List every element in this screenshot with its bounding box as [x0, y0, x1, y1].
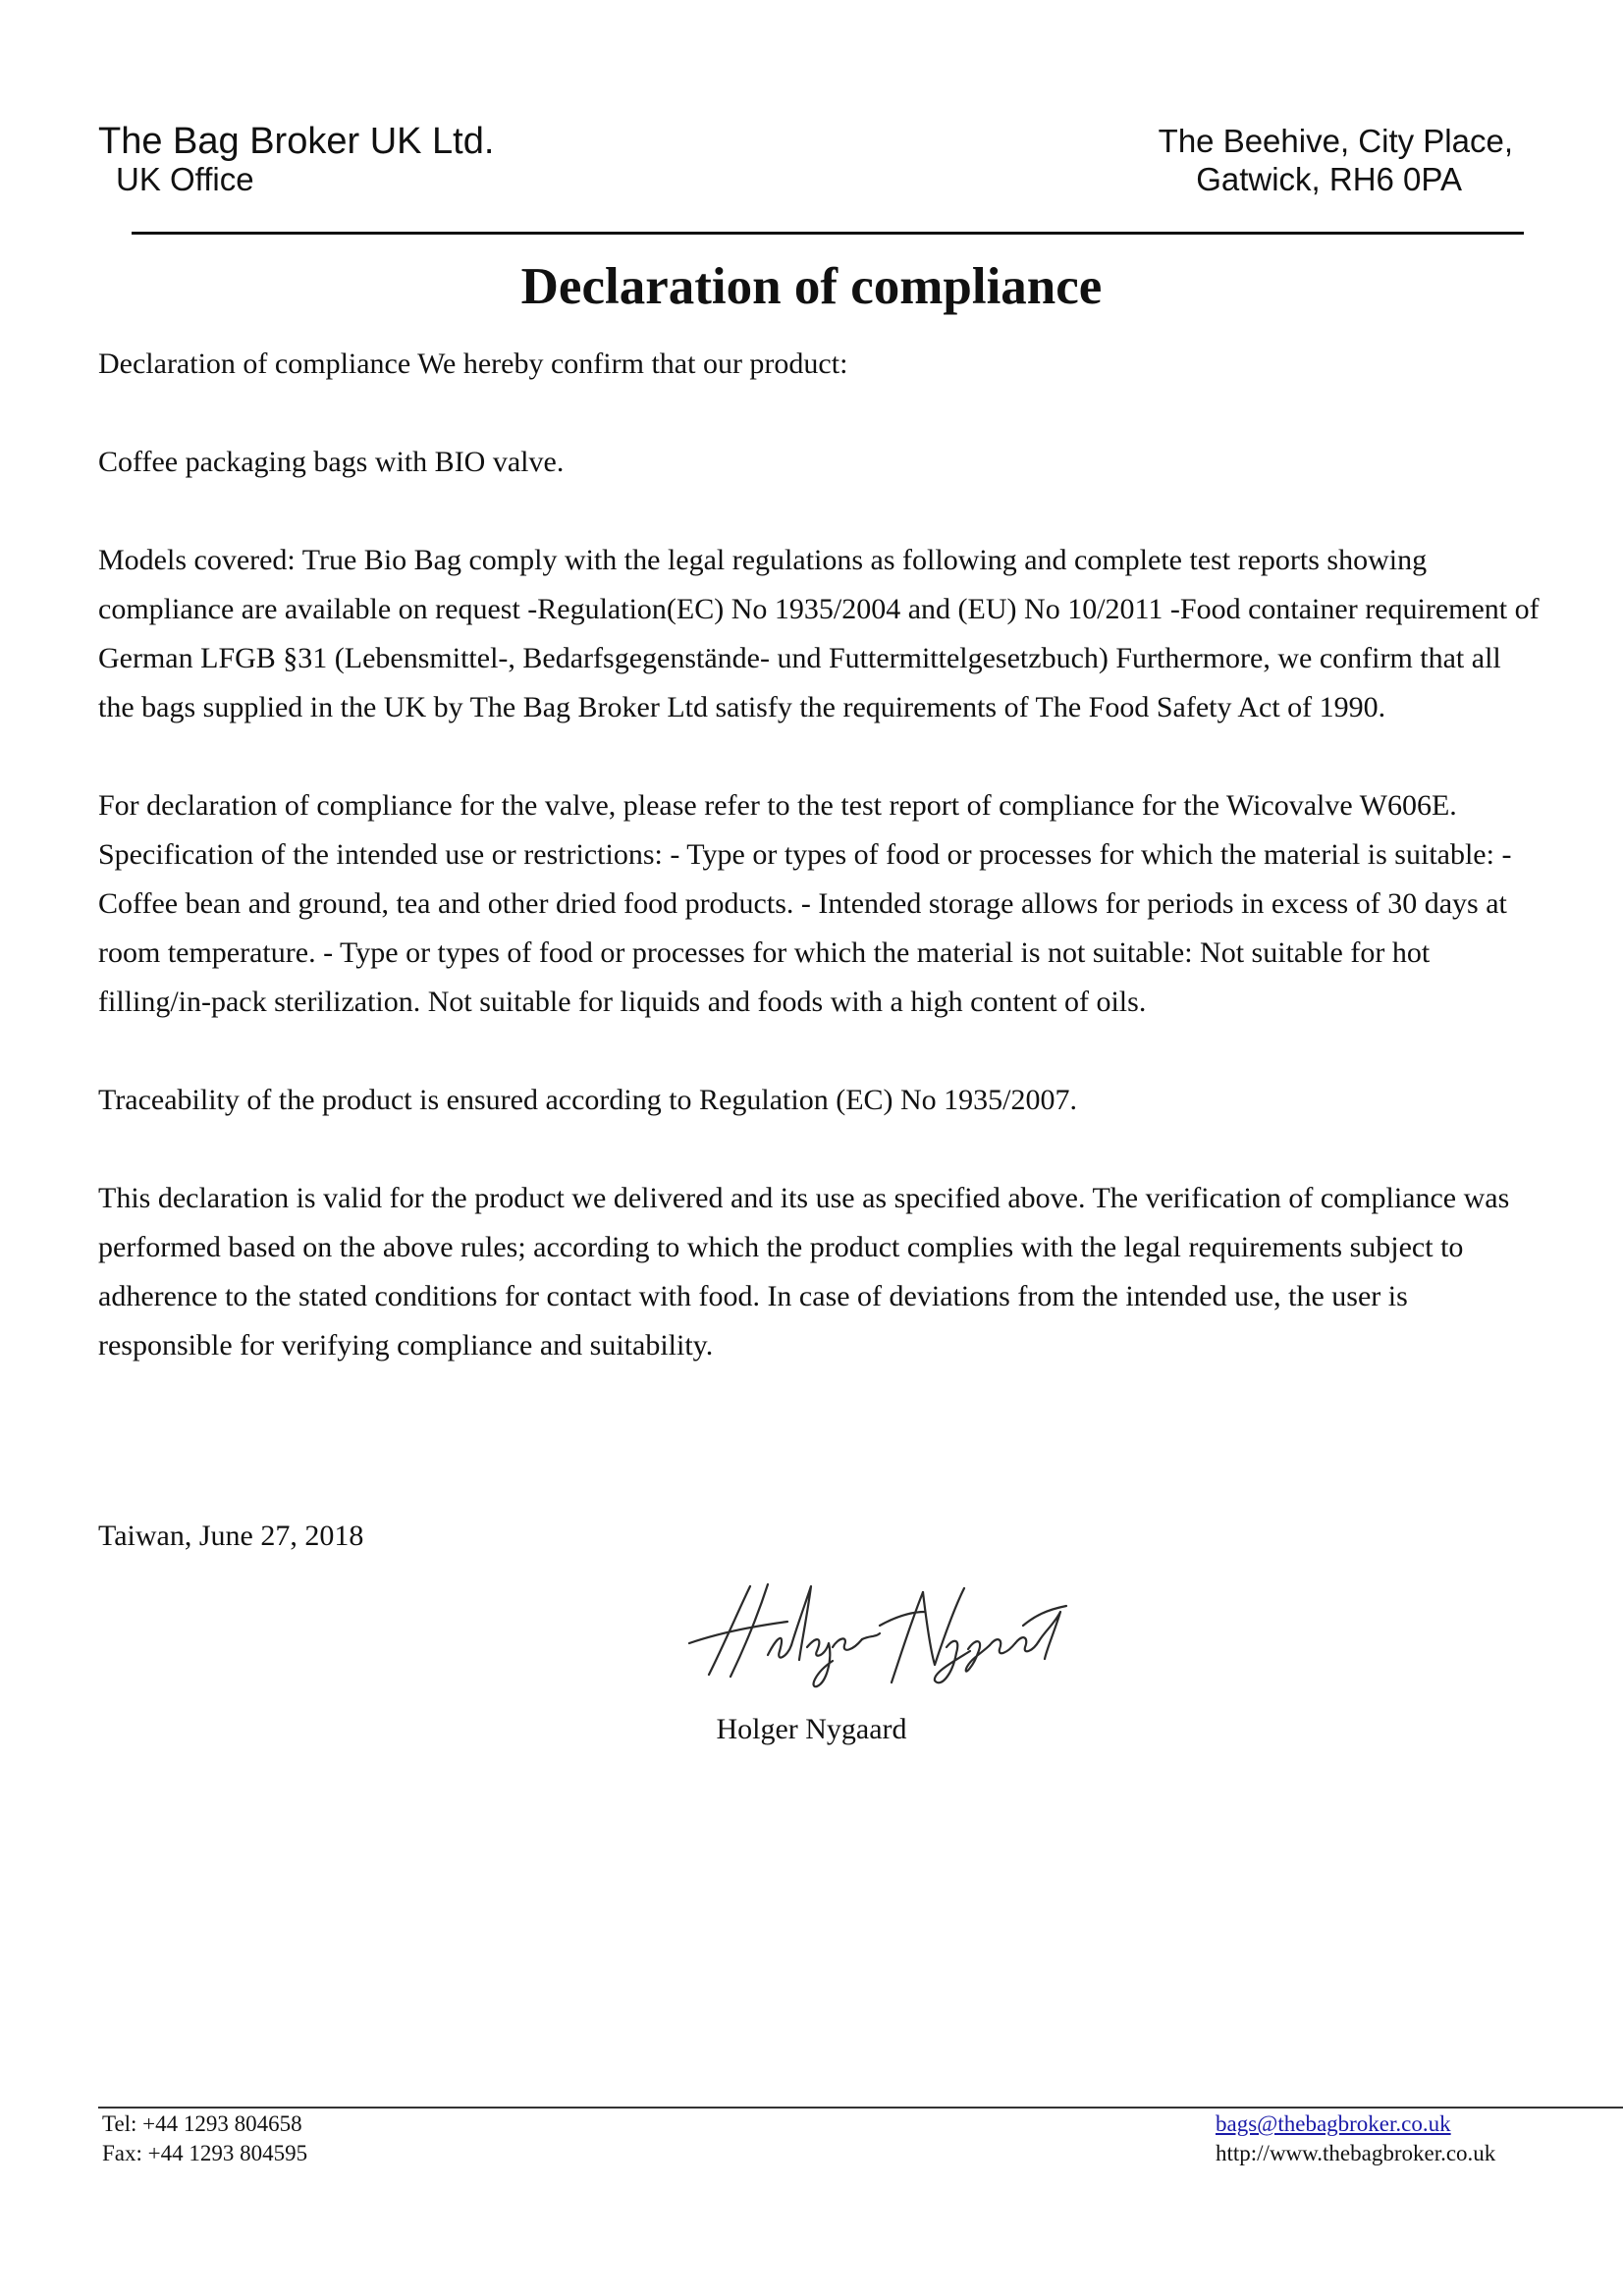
footer-fax: Fax: +44 1293 804595: [102, 2141, 308, 2165]
paragraph-valve: For declaration of compliance for the valve, please refer to the test report of compliance for the Wicovalve W606E. Specification of the intended use or restrictions: - Type or types of food or processes for which the material is suitable: - Coffee bean and ground, tea and other dried food products. - Intended storage allows for periods in excess of 30 days at room temperature. - Type or types of food or processes for which the material is not suitable: Not suitable for hot filling/in-pack sterilization. Not suitable for liquids and foods with a high content of oils.: [98, 789, 1512, 1018]
address-line-2: Gatwick, RH6 0PA: [1196, 161, 1462, 197]
place-and-date: Taiwan, June 27, 2018: [98, 1520, 364, 1552]
address-line-1: The Beehive, City Place,: [1158, 123, 1513, 159]
paragraph-validity: This declaration is valid for the product we delivered and its use as specified above. The verification of compliance was performed based on the above rules; according to which the product complies with the legal requirements subject to adherence to the stated conditions for contact with food. In case of deviations from the intended use, the user is responsible for verifying compliance and suitability.: [98, 1182, 1510, 1362]
footer-divider: [98, 2107, 1623, 2109]
footer-telephone: Tel: +44 1293 804658: [102, 2111, 302, 2136]
paragraph-models: Models covered: True Bio Bag comply with the legal regulations as following and complete test reports showing compliance are available on request -Regulation(EC) No 1935/2004 and (EU) No 10/2011 -Food container requirement of German LFGB §31 (Lebensmittel-, Bedarfsgegenstände- und Futtermittelgesetzbuch) Furthermore, we confirm that all the bags supplied in the UK by The Bag Broker Ltd satisfy the requirements of The Food Safety Act of 1990.: [98, 544, 1540, 723]
header-divider: [132, 232, 1524, 235]
document-body: [98, 340, 1542, 1419]
paragraph-traceability: Traceability of the product is ensured according to Regulation (EC) No 1935/2007.: [98, 1084, 1078, 1116]
office-label: UK Office: [116, 161, 254, 197]
company-name: The Bag Broker UK Ltd.: [98, 121, 495, 162]
signer-name: [0, 1710, 1623, 1749]
paragraph-product: Coffee packaging bags with BIO valve.: [98, 446, 565, 478]
footer-website[interactable]: http://www.thebagbroker.co.uk: [1216, 2141, 1496, 2165]
paragraph-intro: Declaration of compliance We hereby confirm that our product:: [98, 347, 848, 380]
document-title: Declaration of compliance: [520, 258, 1103, 315]
signer-name-text: Holger Nygaard: [716, 1713, 907, 1745]
footer-email-link[interactable]: bags@thebagbroker.co.uk: [1216, 2111, 1451, 2136]
signature-icon: [670, 1567, 1072, 1694]
